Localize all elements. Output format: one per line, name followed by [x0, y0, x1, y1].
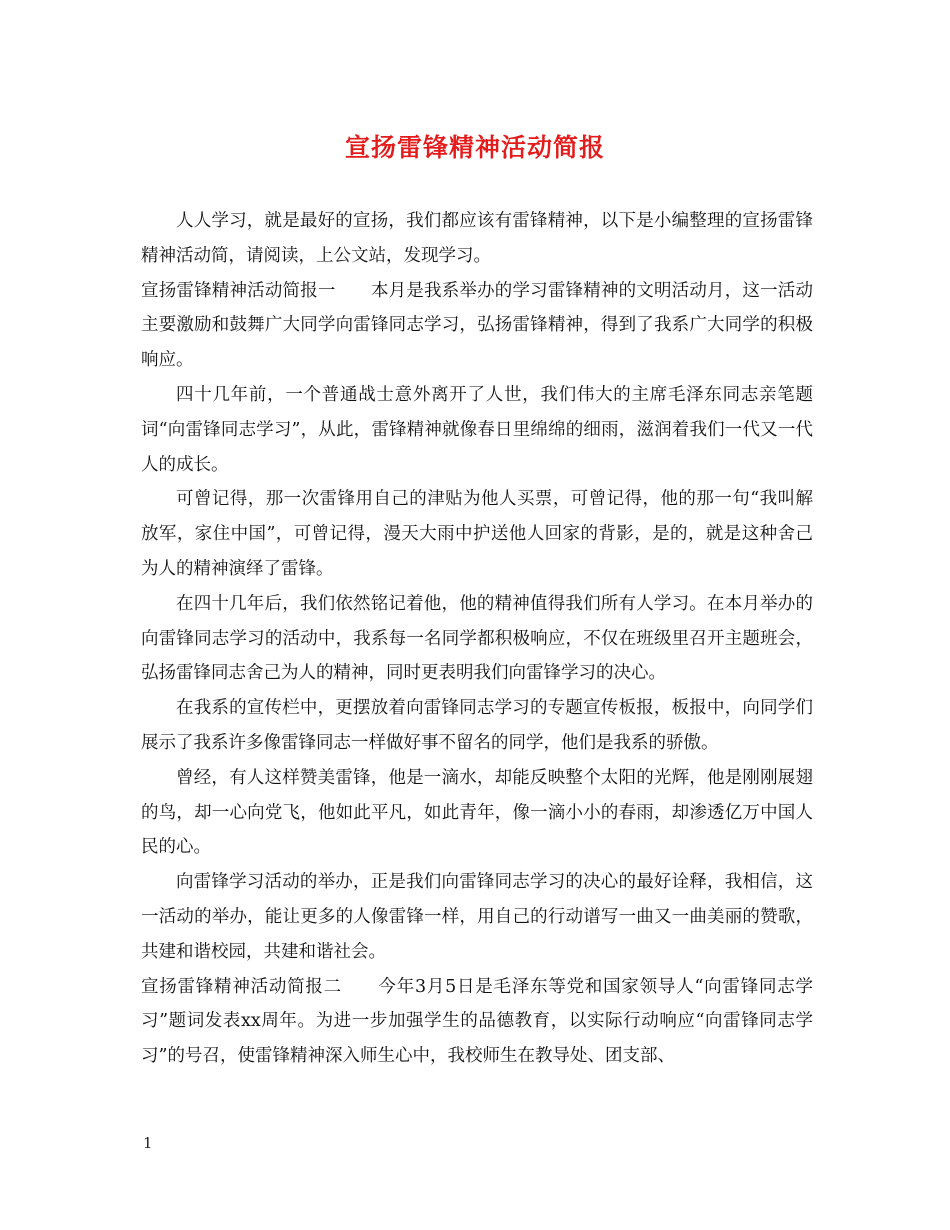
- report-one-heading-paragraph: 宣扬雷锋精神活动简报一 本月是我系举办的学习雷锋精神的文明活动月，这一活动主要激励和鼓舞广大同学向雷锋同志学习，弘扬雷锋精神，得到了我系广大同学的积极响应。: [141, 280, 813, 371]
- report-two-heading-paragraph: 宣扬雷锋精神活动简报二 今年3月5日是毛泽东等党和国家领导人“向雷锋同志学习”题词发表xx周年。为进一步加强学生的品德教育，以实际行动响应“向雷锋同志学习”的号召，使雷锋精神深入师生心中，我校师生在教导处、团支部、: [141, 976, 813, 1067]
- body-paragraph: 四十几年前，一个普通战士意外离开了人世，我们伟大的主席毛泽东同志亲笔题词“向雷锋同志学习”，从此，雷锋精神就像春日里绵绵的细雨，滋润着我们一代又一代人的成长。: [141, 384, 813, 475]
- document-title: 宣扬雷锋精神活动简报: [344, 133, 605, 162]
- intro-paragraph: 人人学习，就是最好的宣扬，我们都应该有雷锋精神，以下是小编整理的宣扬雷锋精神活动简，请阅读，上公文站，发现学习。: [141, 211, 813, 266]
- body-paragraph: 可曾记得，那一次雷锋用自己的津贴为他人买票，可曾记得，他的那一句“我叫解放军，家住中国”，可曾记得，漫天大雨中护送他人回家的背影，是的，就是这种舍己为人的精神演绎了雷锋。: [141, 489, 813, 579]
- document-body: [141, 204, 813, 1074]
- page-number: 1: [143, 1134, 153, 1152]
- body-paragraph: 曾经，有人这样赞美雷锋，他是一滴水，却能反映整个太阳的光辉，他是刚刚展翅的鸟，却一心向党飞，他如此平凡，如此青年，像一滴小小的春雨，却渗透亿万中国人民的心。: [141, 767, 813, 858]
- body-paragraph: 在我系的宣传栏中，更摆放着向雷锋同志学习的专题宣传板报，板报中，向同学们展示了我系许多像雷锋同志一样做好事不留名的同学，他们是我系的骄傲。: [141, 698, 813, 753]
- body-paragraph: 向雷锋学习活动的举办，正是我们向雷锋同志学习的决心的最好诠释，我相信，这一活动的举办，能让更多的人像雷锋一样，用自己的行动谱写一曲又一曲美丽的赞歌，共建和谐校园，共建和谐社会。: [141, 872, 813, 962]
- body-paragraph: 在四十几年后，我们依然铭记着他，他的精神值得我们所有人学习。在本月举办的向雷锋同志学习的活动中，我系每一名同学都积极响应，不仅在班级里召开主题班会，弘扬雷锋同志舍己为人的精神，同时更表明我们向雷锋学习的决心。: [141, 593, 813, 684]
